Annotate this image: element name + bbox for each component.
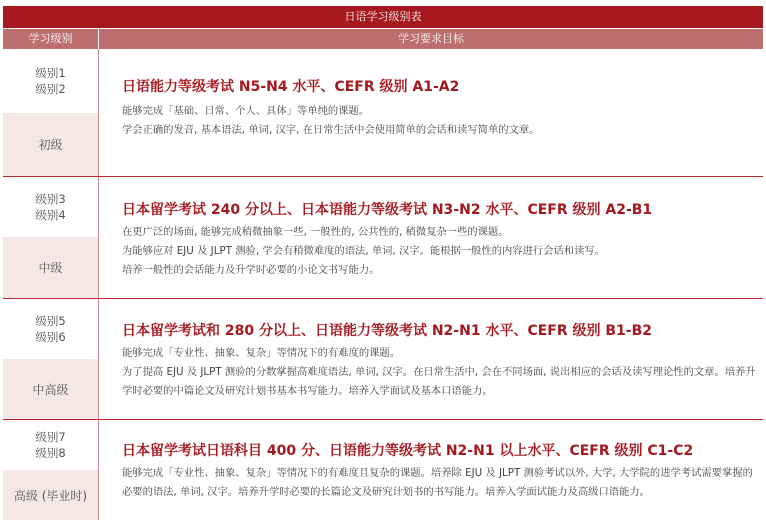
description-line: 为了提高 EJU 及 JLPT 测验的分数掌握高难度语法, 单词, 汉字。在日常生活中, 会在不同场面, 说出相应的会话及读写理论性的文章。培养升学时必要的中篇论文及研究计划书基本书写能力。培养入学面试及基本口语能力。: [122, 366, 756, 397]
table-row: [3, 49, 763, 177]
level-label: 级别7: [35, 430, 66, 444]
table-row: [3, 299, 763, 420]
description-line: 在更广泛的场面, 能够完成稍微抽象一些, 一般性的, 公共性的, 稍微复杂一些的课题。: [122, 226, 509, 238]
goal-cell: [99, 420, 763, 520]
level-cell: [3, 177, 99, 298]
level-label: 级别1: [35, 66, 66, 80]
stage-label: 高级 (毕业时): [3, 470, 98, 520]
stage-label: 中级: [3, 237, 98, 298]
level-label: 级别2: [35, 82, 66, 96]
stage-label: 中高级: [3, 359, 98, 419]
level-label: 级别3: [35, 192, 66, 206]
level-cell: [3, 299, 99, 419]
level-label: 级别5: [35, 314, 66, 328]
goal-title: 日语能力等级考试 N5-N4 水平、CEFR 级别 A1-A2: [122, 79, 460, 95]
goal-description: [122, 223, 759, 280]
goal-cell: [99, 177, 763, 298]
level-label: 级别8: [35, 446, 66, 460]
level-label: 级别4: [35, 208, 66, 222]
description-line: 能够完成「基础、日常、个人、具体」等单纯的课题。: [122, 105, 370, 117]
level-cell: [3, 420, 99, 520]
table-title: 日语学习级别表: [3, 6, 763, 28]
description-line: 能够完成「专业性、抽象、复杂」等情况下的有难度且复杂的课题。培养除 EJU 及 JLPT 测验考试以外, 大学, 大学院的进学考试需要掌握的必要的语法, 单词, 汉字。培养升学时必要的长篇论文及研究计划书的书写能力。培养入学面试能力及高级口语能力。: [122, 467, 753, 498]
goal-title: 日本留学考试 240 分以上、日本语能力等级考试 N3-N2 水平、CEFR 级别 A2-B1: [122, 202, 653, 218]
goal-description: [122, 344, 759, 401]
goal-title: 日本留学考试和 280 分以上、日语能力等级考试 N2-N1 水平、CEFR 级别 B1-B2: [122, 323, 653, 339]
table-row: [3, 420, 763, 520]
goal-description: [122, 464, 759, 502]
description-line: 学会正确的发音, 基本语法, 单词, 汉字, 在日常生活中会使用简单的会话和读写简单的文章。: [122, 124, 540, 136]
column-header-goal: 学习要求目标: [398, 32, 464, 45]
table-header: [3, 28, 763, 49]
table-row: [3, 177, 763, 299]
goal-title: 日本留学考试日语科目 400 分、日语能力等级考试 N2-N1 以上水平、CEFR 级别 C1-C2: [122, 443, 694, 459]
goal-cell: [99, 49, 763, 176]
goal-cell: [99, 299, 763, 419]
level-cell: [3, 49, 99, 176]
goal-description: [122, 102, 759, 140]
description-line: 培养一般性的会话能力及升学时必要的小论文书写能力。: [122, 264, 380, 276]
level-label: 级别6: [35, 330, 66, 344]
column-header-level: 学习级别: [3, 29, 99, 49]
description-line: 能够完成「专业性、抽象、复杂」等情况下的有难度的课题。: [122, 347, 401, 359]
stage-label: 初级: [3, 113, 98, 176]
level-table: [3, 6, 763, 520]
description-line: 为能够应对 EJU 及 JLPT 测验, 学会有稍微难度的语法, 单词, 汉字。能根据一般性的内容进行会话和读写。: [122, 245, 605, 257]
